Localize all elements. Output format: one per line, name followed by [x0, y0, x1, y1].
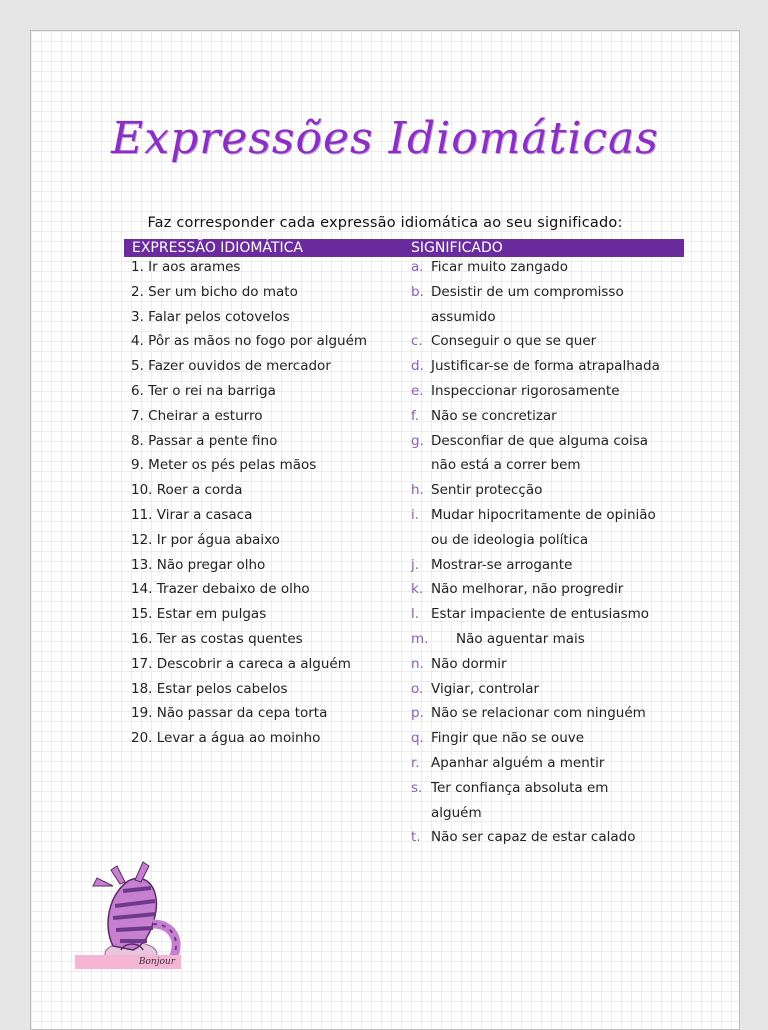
- expression-item: 18. Estar pelos cabelos: [131, 680, 288, 697]
- meaning-text: Não melhorar, não progredir: [431, 581, 624, 598]
- meaning-text: Mudar hipocritamente de opinião: [431, 506, 656, 523]
- meaning-text: assumido: [431, 308, 496, 325]
- worksheet-page: [30, 30, 740, 1030]
- meaning-item: [411, 478, 701, 503]
- expression-item: 19. Não passar da cepa torta: [131, 705, 328, 722]
- meaning-letter: g.: [411, 432, 424, 449]
- meaning-letter: q.: [411, 730, 424, 747]
- meaning-text: ou de ideologia política: [431, 531, 589, 548]
- expression-item: 16. Ter as costas quentes: [131, 630, 303, 647]
- meaning-item: [411, 503, 701, 528]
- meaning-letter: l.: [411, 606, 420, 623]
- meaning-letter: c.: [411, 333, 423, 350]
- meaning-item: [411, 379, 701, 404]
- expression-item: 15. Estar em pulgas: [131, 606, 267, 623]
- meaning-text: Ter confiança absoluta em: [431, 779, 609, 796]
- meaning-item: [411, 751, 701, 776]
- meaning-item: [411, 577, 701, 602]
- meaning-text: não está a correr bem: [431, 457, 581, 474]
- meaning-item: [411, 429, 701, 454]
- meaning-item: [411, 825, 701, 850]
- meaning-text: Não dormir: [431, 655, 507, 672]
- meaning-item: [411, 701, 701, 726]
- expression-item: 3. Falar pelos cotovelos: [131, 308, 290, 325]
- expression-item: 8. Passar a pente fino: [131, 432, 278, 449]
- meaning-text: Fingir que não se ouve: [431, 730, 585, 747]
- meaning-item: [411, 528, 701, 553]
- meaning-text: Vigiar, controlar: [431, 680, 540, 697]
- expression-item: 5. Fazer ouvidos de mercador: [131, 358, 331, 375]
- expression-item: 4. Pôr as mãos no fogo por alguém: [131, 333, 368, 350]
- meaning-letter: s.: [411, 779, 423, 796]
- meaning-item: [411, 776, 701, 801]
- meaning-item: [411, 602, 701, 627]
- expression-item: 2. Ser um bicho do mato: [131, 283, 298, 300]
- meaning-letter: n.: [411, 655, 424, 672]
- meaning-text: Não aguentar mais: [456, 630, 585, 647]
- page-title: Expressões Idiomáticas: [111, 113, 659, 164]
- meaning-item: [411, 553, 701, 578]
- meaning-text: Estar impaciente de entusiasmo: [431, 606, 650, 623]
- meaning-letter: b.: [411, 283, 424, 300]
- expression-item: 17. Descobrir a careca a alguém: [131, 655, 351, 672]
- meaning-letter: j.: [411, 556, 420, 573]
- expression-item: 20. Levar a água ao moinho: [131, 730, 321, 747]
- expressions-list: [131, 255, 396, 751]
- meaning-item: [411, 255, 701, 280]
- meaning-item: [411, 305, 701, 330]
- meaning-letter: t.: [411, 829, 421, 846]
- meaning-text: Sentir protecção: [431, 482, 543, 499]
- expression-item: 11. Virar a casaca: [131, 506, 253, 523]
- meaning-letter: o.: [411, 680, 424, 697]
- illustration-label: Bonjour: [75, 955, 181, 969]
- meaning-letter: e.: [411, 382, 424, 399]
- meaning-text: Mostrar-se arrogante: [431, 556, 573, 573]
- expression-item: 14. Trazer debaixo de olho: [131, 581, 310, 598]
- meaning-item: [411, 801, 701, 826]
- meaning-item: [411, 677, 701, 702]
- meaning-text: Desconfiar de que alguma coisa: [431, 432, 649, 449]
- meaning-letter: i.: [411, 506, 420, 523]
- meaning-text: Apanhar alguém a mentir: [431, 754, 605, 771]
- meaning-text: Não se concretizar: [431, 407, 557, 424]
- meaning-text: Não ser capaz de estar calado: [431, 829, 636, 846]
- meaning-item: [411, 453, 701, 478]
- meaning-item: [411, 627, 701, 652]
- meaning-letter: r.: [411, 754, 420, 771]
- expression-item: 6. Ter o rei na barriga: [131, 382, 276, 399]
- meaning-item: [411, 280, 701, 305]
- header-meaning: SIGNIFICADO: [411, 240, 503, 256]
- meaning-item: [411, 726, 701, 751]
- meaning-item: [411, 329, 701, 354]
- expression-item: 10. Roer a corda: [131, 482, 243, 499]
- meaning-text: Conseguir o que se quer: [431, 333, 597, 350]
- meaning-text: alguém: [431, 804, 482, 821]
- meaning-letter: m.: [411, 630, 429, 647]
- expression-item: 7. Cheirar a esturro: [131, 407, 263, 424]
- header-expression: EXPRESSÃO IDIOMÁTICA: [132, 240, 303, 256]
- meaning-letter: h.: [411, 482, 424, 499]
- meaning-text: Ficar muito zangado: [431, 259, 568, 275]
- meaning-text: Desistir de um compromisso: [431, 283, 624, 300]
- meaning-item: [411, 652, 701, 677]
- meanings-list: [411, 255, 701, 850]
- meaning-letter: k.: [411, 581, 424, 598]
- meaning-letter: a.: [411, 259, 424, 275]
- meaning-item: [411, 404, 701, 429]
- meaning-item: [411, 354, 701, 379]
- meaning-text: Não se relacionar com ninguém: [431, 705, 646, 722]
- expression-item: 1. Ir aos arames: [131, 259, 241, 275]
- meaning-letter: d.: [411, 358, 424, 375]
- meaning-letter: f.: [411, 407, 420, 424]
- meaning-text: Inspeccionar rigorosamente: [431, 382, 620, 399]
- meaning-letter: p.: [411, 705, 424, 722]
- expression-item: 12. Ir por água abaixo: [131, 531, 280, 548]
- expression-item: 9. Meter os pés pelas mãos: [131, 457, 317, 474]
- expression-item: 13. Não pregar olho: [131, 556, 266, 573]
- instruction-text: Faz corresponder cada expressão idiomática ao seu significado:: [147, 215, 623, 231]
- meaning-text: Justificar-se de forma atrapalhada: [431, 358, 660, 375]
